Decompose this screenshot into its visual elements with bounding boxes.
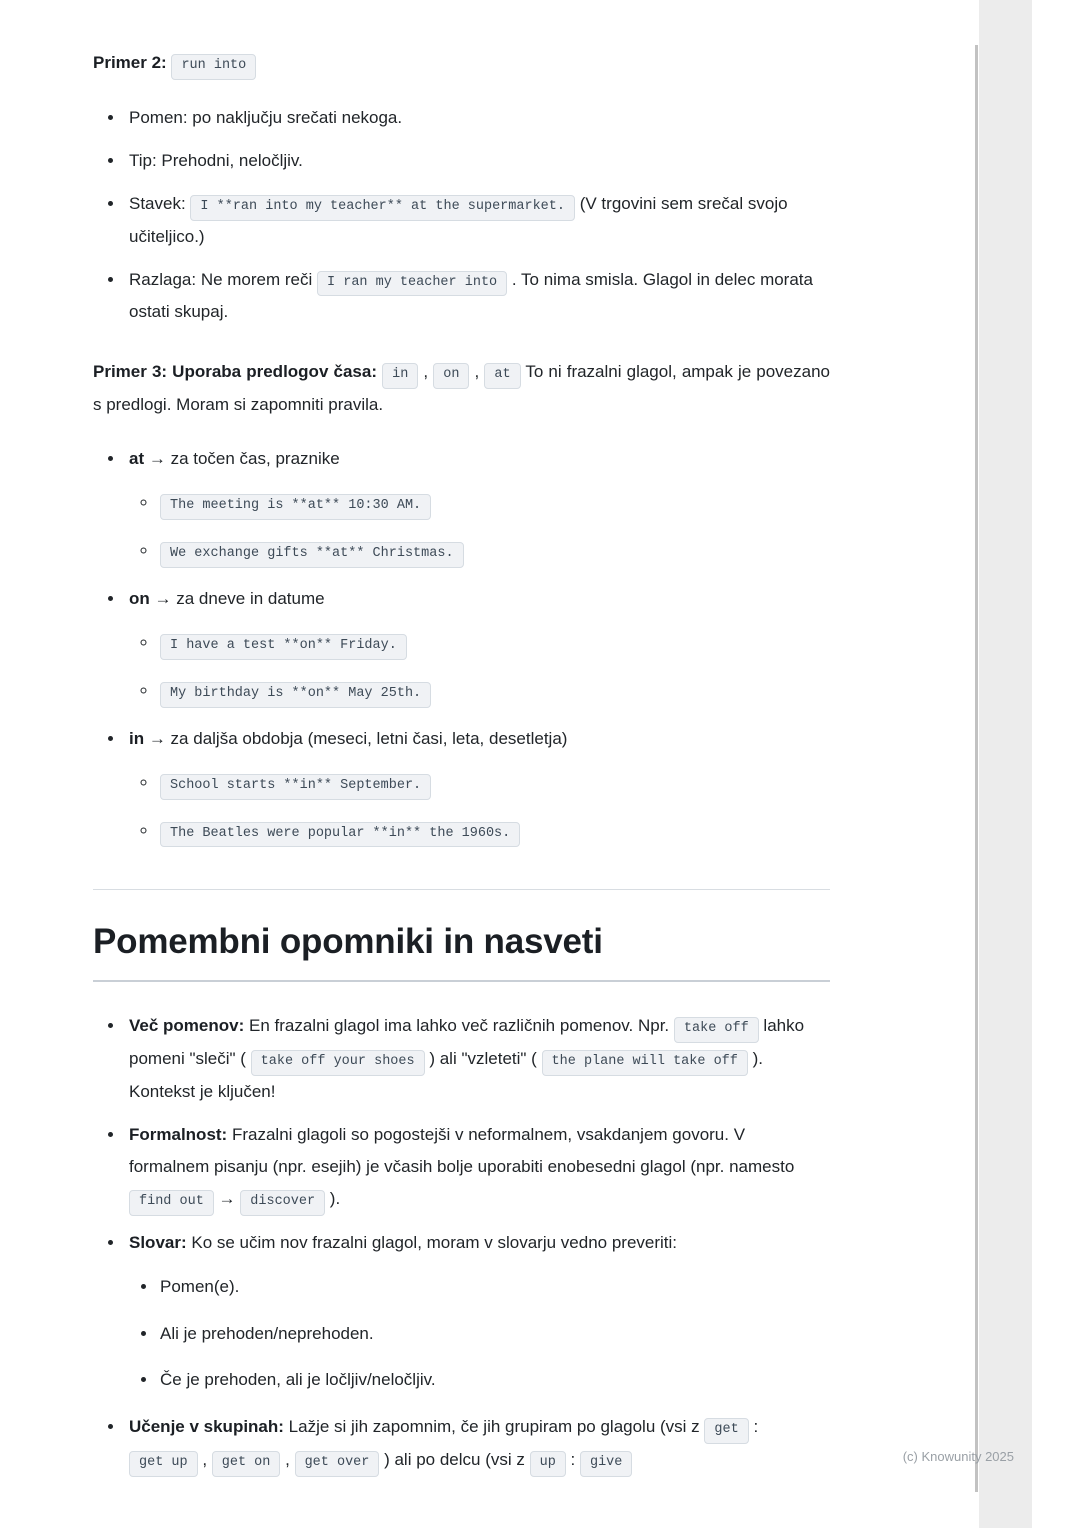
text-run: To ni frazalni glagol, ampak je povezano s predlogi. Moram si zapomniti pravila. <box>93 362 831 415</box>
code-chip: up <box>530 1451 566 1477</box>
scrollbar-track[interactable] <box>979 0 1032 1528</box>
text-run: → za dneve in datume <box>149 588 325 608</box>
document-content <box>93 47 830 1505</box>
paragraph <box>93 47 830 80</box>
nested-list-item <box>158 1318 830 1350</box>
code-chip: I **ran into my teacher** at the supermarket. <box>190 195 575 221</box>
text-run: Tip: Prehodni, neločljiv. <box>129 150 303 170</box>
list-item <box>125 723 830 848</box>
text-run: Ko se učim nov frazalni glagol, moram v slovarju vedno preveriti: <box>186 1232 678 1252</box>
text-run: . To nima smisla. Glagol in delec morata ostati skupaj. <box>129 269 813 322</box>
text-run: Stavek: <box>129 193 191 213</box>
nested-list-item <box>158 535 830 568</box>
text-run: Frazalni glagoli so pogostejši v neformalnem, vsakdanjem govoru. V formalnem pisanju (npr. esejih) je včasih bolje uporabiti enobesedni glagol (npr. namesto <box>129 1124 795 1176</box>
code-chip: My birthday is **on** May 25th. <box>160 682 431 708</box>
list-item <box>125 1227 830 1397</box>
text-run: Pomen: po naključju srečati nekoga. <box>129 107 403 127</box>
text-run: → za daljša obdobja (meseci, letni časi, leta, desetletja) <box>144 728 568 748</box>
paragraph <box>93 356 830 421</box>
nested-list-item <box>158 627 830 660</box>
text-run: , <box>197 1450 212 1470</box>
code-chip: get up <box>129 1451 198 1477</box>
text-run: : <box>748 1417 759 1437</box>
code-chip: the plane will take off <box>542 1050 748 1076</box>
bold-text: Primer 2: <box>93 53 172 72</box>
text-run: Ali je prehoden/neprehoden. <box>160 1323 374 1343</box>
scrollbar-thumb[interactable] <box>975 45 978 1492</box>
code-chip: on <box>433 363 469 389</box>
list-item <box>125 1411 830 1477</box>
code-chip: I ran my teacher into <box>317 271 507 297</box>
nested-list <box>129 487 830 568</box>
list-item <box>125 188 830 253</box>
bullet-list <box>93 443 830 847</box>
text-run: Če je prehoden, ali je ločljiv/neločljiv. <box>160 1370 436 1390</box>
copyright-watermark: (c) Knowunity 2025 <box>902 1449 1014 1464</box>
text-run: Razlaga: Ne morem reči <box>129 269 318 289</box>
code-chip: run into <box>171 54 256 80</box>
code-chip: take off your shoes <box>251 1050 425 1076</box>
nested-list-item <box>158 815 830 848</box>
text-run: , <box>418 362 434 382</box>
code-chip: The meeting is **at** 10:30 AM. <box>160 494 431 520</box>
code-chip: give <box>580 1451 632 1477</box>
bold-text: Formalnost: <box>129 1124 228 1144</box>
bold-text: in <box>129 728 145 748</box>
nested-list-item <box>158 675 830 708</box>
text-run: (V trgovini sem srečal svojo učiteljico.) <box>129 193 788 246</box>
code-chip: I have a test **on** Friday. <box>160 634 407 660</box>
text-run: → <box>213 1188 241 1208</box>
list-item <box>125 1010 830 1108</box>
text-run: : <box>565 1450 580 1470</box>
nested-list <box>129 767 830 848</box>
text-run: ). Kontekst je ključen! <box>129 1049 763 1101</box>
bold-text: Več pomenov: <box>129 1016 245 1036</box>
bold-text: Slovar: <box>129 1232 187 1252</box>
text-run: → za točen čas, praznike <box>144 449 340 469</box>
code-chip: find out <box>129 1190 214 1216</box>
nested-list <box>129 1271 830 1397</box>
code-chip: get <box>704 1418 748 1444</box>
list-item <box>125 583 830 708</box>
text-run: , <box>469 362 485 382</box>
nested-list-item <box>158 1271 830 1303</box>
bullet-list <box>93 102 830 329</box>
section-heading: Pomembni opomniki in nasveti <box>93 920 830 982</box>
text-run: ). <box>325 1188 341 1208</box>
list-item <box>125 102 830 134</box>
code-chip: discover <box>240 1190 325 1216</box>
bold-text: on <box>129 588 150 608</box>
code-chip: take off <box>674 1017 759 1043</box>
code-chip: in <box>382 363 418 389</box>
bullet-list <box>93 1010 830 1477</box>
list-item <box>125 264 830 329</box>
text-run: ) ali po delcu (vsi z <box>379 1450 530 1470</box>
bold-text: Primer 3: Uporaba predlogov časa: <box>93 362 383 382</box>
nested-list-item <box>158 1364 830 1396</box>
text-run: Pomen(e). <box>160 1276 240 1296</box>
list-item <box>125 145 830 177</box>
horizontal-rule <box>93 889 830 890</box>
text-run: , <box>280 1450 295 1470</box>
text-run: ) ali "vzleteti" ( <box>424 1049 542 1068</box>
list-item <box>125 443 830 568</box>
code-chip: We exchange gifts **at** Christmas. <box>160 542 464 568</box>
nested-list-item <box>158 487 830 520</box>
code-chip: get over <box>295 1451 380 1477</box>
nested-list <box>129 627 830 708</box>
bold-text: at <box>129 449 145 469</box>
nested-list-item <box>158 767 830 800</box>
code-chip: at <box>484 363 520 389</box>
code-chip: School starts **in** September. <box>160 774 431 800</box>
text-run: En frazalni glagol ima lahko več različnih pomenov. Npr. <box>244 1016 674 1036</box>
code-chip: get on <box>212 1451 281 1477</box>
bold-text: Učenje v skupinah: <box>129 1417 284 1437</box>
text-run: lahko pomeni "sleči" ( <box>129 1016 805 1068</box>
text-run: Lažje si jih zapomnim, če jih grupiram po glagolu (vsi z <box>283 1417 705 1437</box>
list-item <box>125 1119 830 1216</box>
code-chip: The Beatles were popular **in** the 1960s. <box>160 822 520 848</box>
